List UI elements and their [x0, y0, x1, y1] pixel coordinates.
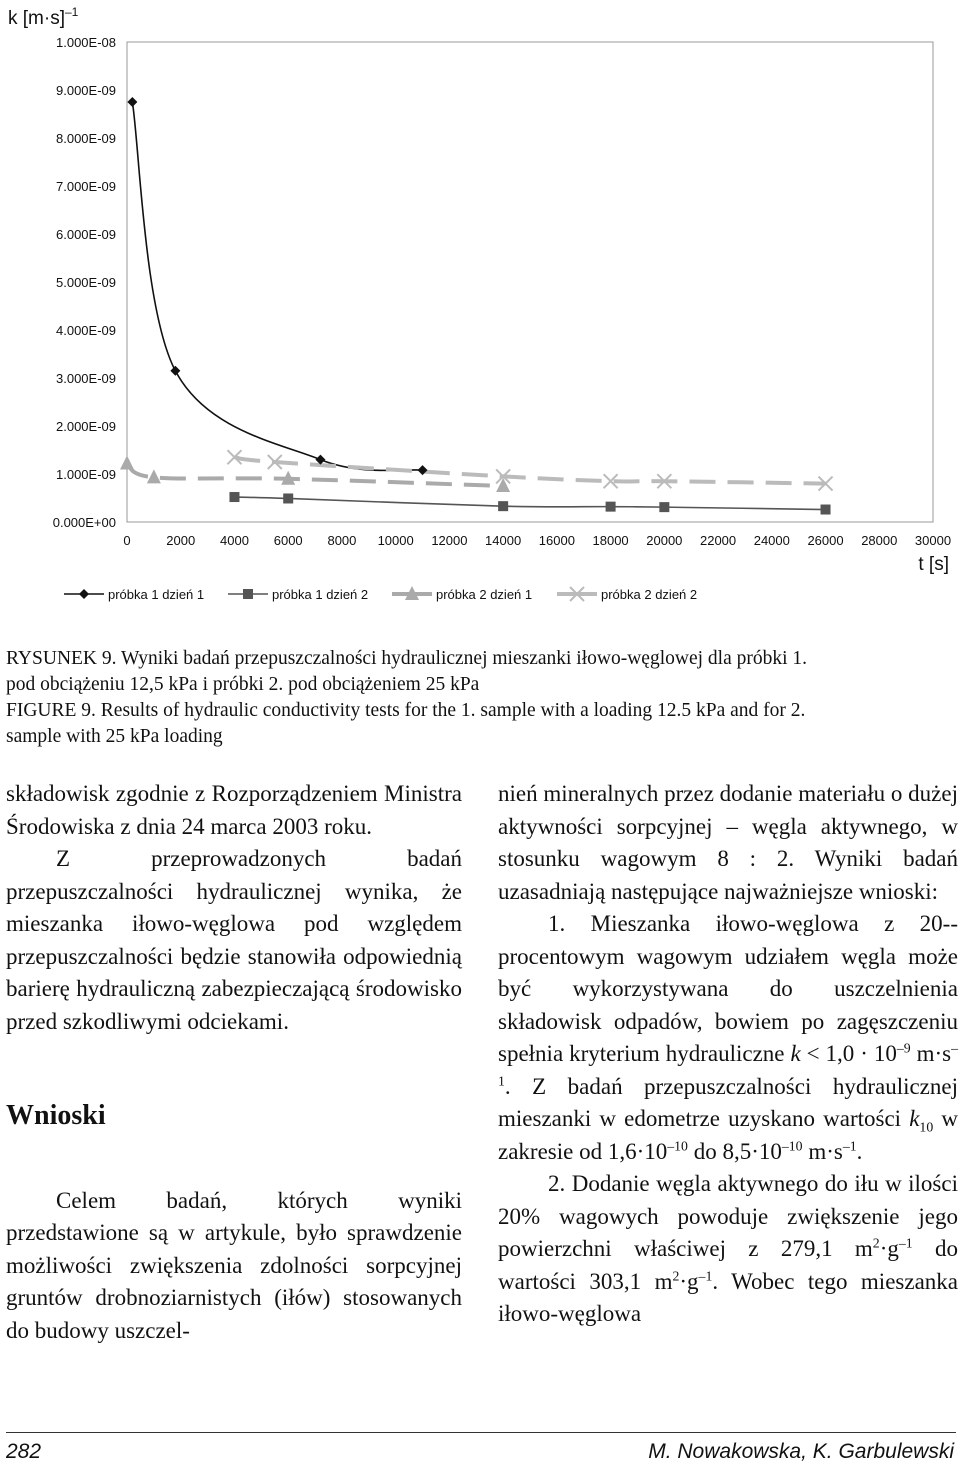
footer-authors: M. Nowakowska, K. Garbulewski [648, 1440, 954, 1463]
series-lines [127, 102, 826, 510]
legend-label: próbka 2 dzień 2 [601, 587, 698, 602]
x-tick-label: 18000 [592, 533, 629, 548]
conclusion-item-1: 1. Mieszanka iłowo-węglowa z 20--procentowym wagowym udziałem węgla może być wykorzystywana do uszczelnienia składowisk odpadów, bowiem po zagęszczeniu spełnia kryterium hydrauliczne $k < 1,0 \cdot 10^{-9}$ $m\cdot s^{-1}$. Z badań przepuszczalności hydraulicznej mieszanki w edometrze uzyskano wartości $k_{10}$ w zakresie od $1,6\cdot 10^{-10}$ do $8,5\cdot 10^{-10}$ $m\cdot s^{-1}$. [498, 911, 959, 1164]
data-point-series-2 [821, 505, 831, 515]
left-text-column [6, 778, 462, 1347]
paragraph: Z przeprowadzonych badań przepuszczalności hydraulicznej wynika, że mieszanka iłowo-węglowa pod względem przepuszczalności będzie stanowiła odpowiednią barierę hydrauliczną zabezpieczającą środowisko przed szkodliwymi odciekami. [6, 846, 462, 1034]
caption-polish-line-1: RYSUNEK 9. Wyniki badań przepuszczalności hydraulicznej mieszanki iłowo-węglowej dla próbki 1. [6, 648, 808, 669]
caption-english-line-1: FIGURE 9. Results of hydraulic conductivity tests for the 1. sample with a loading 12.5 kPa and for 2. [6, 700, 806, 721]
y-tick-labels [53, 35, 116, 530]
x-tick-label: 4000 [220, 533, 249, 548]
data-point-series-2 [229, 492, 239, 502]
caption-english-line-2: sample with 25 kPa loading [6, 726, 223, 747]
y-tick-label: 1.000E-09 [56, 467, 116, 482]
x-tick-label: 16000 [538, 533, 575, 548]
x-tick-labels [123, 533, 951, 548]
paragraph: składowisk zgodnie z Rozporządzeniem Ministra Środowiska z dnia 24 marca 2003 roku. [6, 781, 462, 839]
x-axis-label: t [s] [918, 554, 949, 575]
x-tick-label: 10000 [377, 533, 414, 548]
x-tick-label: 0 [123, 533, 131, 548]
plot-border [127, 42, 933, 522]
legend-marker [79, 589, 89, 599]
legend-marker [243, 589, 253, 599]
x-tick-label: 26000 [807, 533, 844, 548]
data-point-series-1 [127, 97, 137, 107]
y-tick-label: 1.000E-08 [56, 35, 116, 50]
y-tick-label: 8.000E-09 [56, 131, 116, 146]
y-tick-label: 0.000E+00 [52, 515, 116, 530]
y-axis-label: k $[m\cdot s]^{-1}$ [8, 5, 79, 29]
footer-divider [6, 1432, 956, 1433]
x-tick-label: 12000 [431, 533, 468, 548]
series-line-1 [132, 102, 422, 470]
x-tick-label: 14000 [485, 533, 522, 548]
data-point-series-3 [147, 469, 161, 483]
x-tick-label: 28000 [861, 533, 898, 548]
data-point-series-1 [170, 366, 180, 376]
legend-label: próbka 2 dzień 1 [436, 587, 533, 602]
y-tick-label: 4.000E-09 [56, 323, 116, 338]
legend-label: próbka 1 dzień 1 [108, 587, 205, 602]
y-tick-label: 6.000E-09 [56, 227, 116, 242]
hydraulic-conductivity-chart [0, 0, 960, 620]
x-tick-label: 8000 [327, 533, 357, 548]
y-tick-label: 5.000E-09 [56, 275, 116, 290]
page-number: 282 [6, 1440, 42, 1463]
paragraph: nień mineralnych przez dodanie materiału o dużej aktywności sorpcyjnej – węgla aktywnego, w stosunku wagowym 8 : 2. Wyniki badań uzasadniają następujące najważniejsze wnioski: [498, 781, 958, 904]
data-point-series-2 [498, 501, 508, 511]
chart-legend [64, 586, 697, 602]
series-line-2 [234, 497, 825, 509]
y-tick-label: 9.000E-09 [56, 83, 116, 98]
plot-frame [127, 42, 933, 522]
data-point-series-3 [120, 455, 134, 469]
y-tick-label: 3.000E-09 [56, 371, 116, 386]
right-text-column [498, 778, 958, 1331]
x-tick-label: 24000 [753, 533, 790, 548]
data-point-series-2 [659, 502, 669, 512]
x-tick-label: 20000 [646, 533, 683, 548]
series-markers [120, 97, 833, 515]
section-heading: Wnioski [6, 1100, 106, 1131]
x-tick-label: 30000 [914, 533, 952, 548]
data-point-series-2 [283, 493, 293, 503]
legend-label: próbka 1 dzień 2 [272, 587, 369, 602]
figure-caption [6, 646, 954, 750]
x-tick-label: 22000 [699, 533, 737, 548]
x-tick-label: 6000 [273, 533, 303, 548]
caption-polish-line-2: pod obciążeniu 12,5 kPa i próbki 2. pod obciążeniem 25 kPa [6, 674, 480, 695]
x-tick-label: 2000 [166, 533, 196, 548]
paragraph: Celem badań, których wyniki przedstawione są w artykule, było sprawdzenie możliwości zwiększenia zdolności sorpcyjnej gruntów drobnoziarnistych (iłów) stosowanych do budowy uszczel- [6, 1187, 462, 1343]
y-tick-label: 2.000E-09 [56, 419, 116, 434]
y-tick-label: 7.000E-09 [56, 179, 116, 194]
conclusion-item-2: 2. Dodanie węgla aktywnego do iłu w ilości 20% wagowych powoduje zwiększenie jego powierzchni właściwej z 279,1 $m^2\cdot g^{-1}$ do wartości 303,1 $m^2\cdot g^{-1}$. Wobec tego mieszanka iłowo-węglowa [498, 1171, 958, 1326]
data-point-series-2 [606, 502, 616, 512]
